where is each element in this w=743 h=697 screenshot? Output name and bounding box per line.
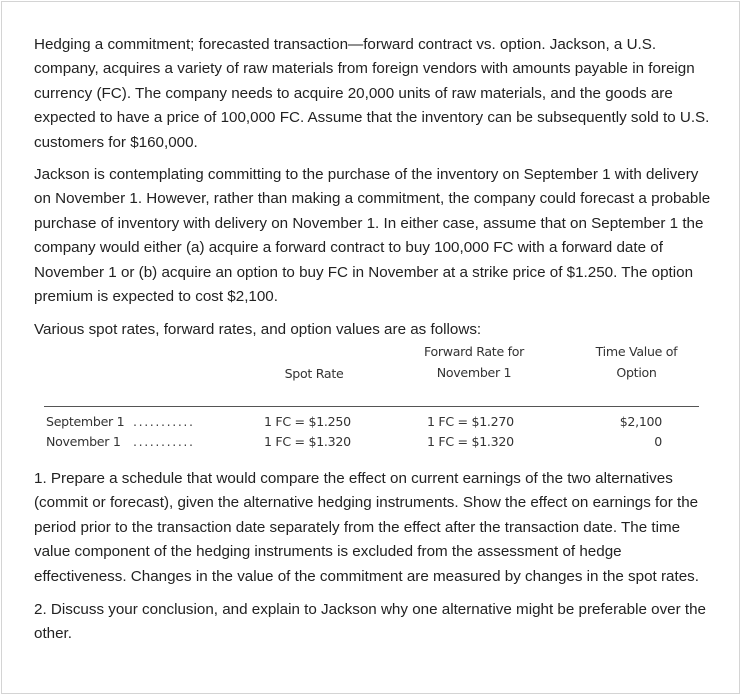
- row-leader-dots: ...........: [133, 413, 195, 429]
- row-forward-september: 1 FC = $1.270: [427, 413, 514, 429]
- question-2-paragraph: 2. Discuss your conclusion, and explain to Jackson why one alternative might be preferable over the other.: [34, 600, 706, 643]
- header-rule: [44, 406, 699, 407]
- header-forward-rate-line1: Forward Rate for: [423, 343, 525, 359]
- problem-text: [34, 33, 714, 647]
- row-forward-november: 1 FC = $1.320: [427, 433, 514, 449]
- row-spot-november: 1 FC = $1.320: [264, 433, 351, 449]
- row-date-november: November 1: [46, 433, 121, 449]
- question-1-paragraph: 1. Prepare a schedule that would compare the effect on current earnings of the two alternatives (commit or forecast), given the alternative hedging instruments. Show the effect on earnings for the period prior to the transaction date separately from the effect after the transaction date. The time value component of the hedging instruments is excluded from the assessment of hedge effectiveness. Changes in the value of the commitment are measured by changes in the spot rates.: [34, 469, 699, 585]
- row-date-september: September 1: [46, 413, 125, 429]
- row-time-value-november: 0: [654, 433, 662, 449]
- intro-paragraph: Hedging a commitment; forecasted transaction—forward contract vs. option. Jackson, a U.S. company, acquires a variety of raw materials from foreign vendors with amounts payable in foreign currency (FC). The company needs to acquire 20,000 units of raw materials, and the goods are expected to have a price of 100,000 FC. Assume that the inventory can be subsequently sold to U.S. customers for $160,000.: [34, 36, 710, 151]
- row-leader-dots: ...........: [133, 433, 195, 449]
- table-intro-paragraph: Various spot rates, forward rates, and option values are as follows:: [34, 321, 482, 339]
- row-spot-september: 1 FC = $1.250: [264, 413, 351, 429]
- rates-table: [34, 343, 714, 461]
- header-forward-rate-line2: November 1: [436, 364, 512, 380]
- header-time-value-line2: Option: [616, 364, 657, 380]
- header-spot-rate: Spot Rate: [284, 365, 344, 381]
- scenario-paragraph: Jackson is contemplating committing to the purchase of the inventory on September 1 with delivery on November 1. However, rather than making a commitment, the company could forecast a probable purchase of inventory with delivery on November 1. In either case, assume that on September 1 the company would either (a) acquire a forward contract to buy 100,000 FC with a forward date of November 1 or (b) acquire an option to buy FC in November at a strike price of $1.250. The option premium is expected to cost $2,100.: [34, 166, 711, 306]
- header-time-value-line1: Time Value of: [595, 343, 678, 359]
- row-time-value-september: $2,100: [619, 413, 662, 429]
